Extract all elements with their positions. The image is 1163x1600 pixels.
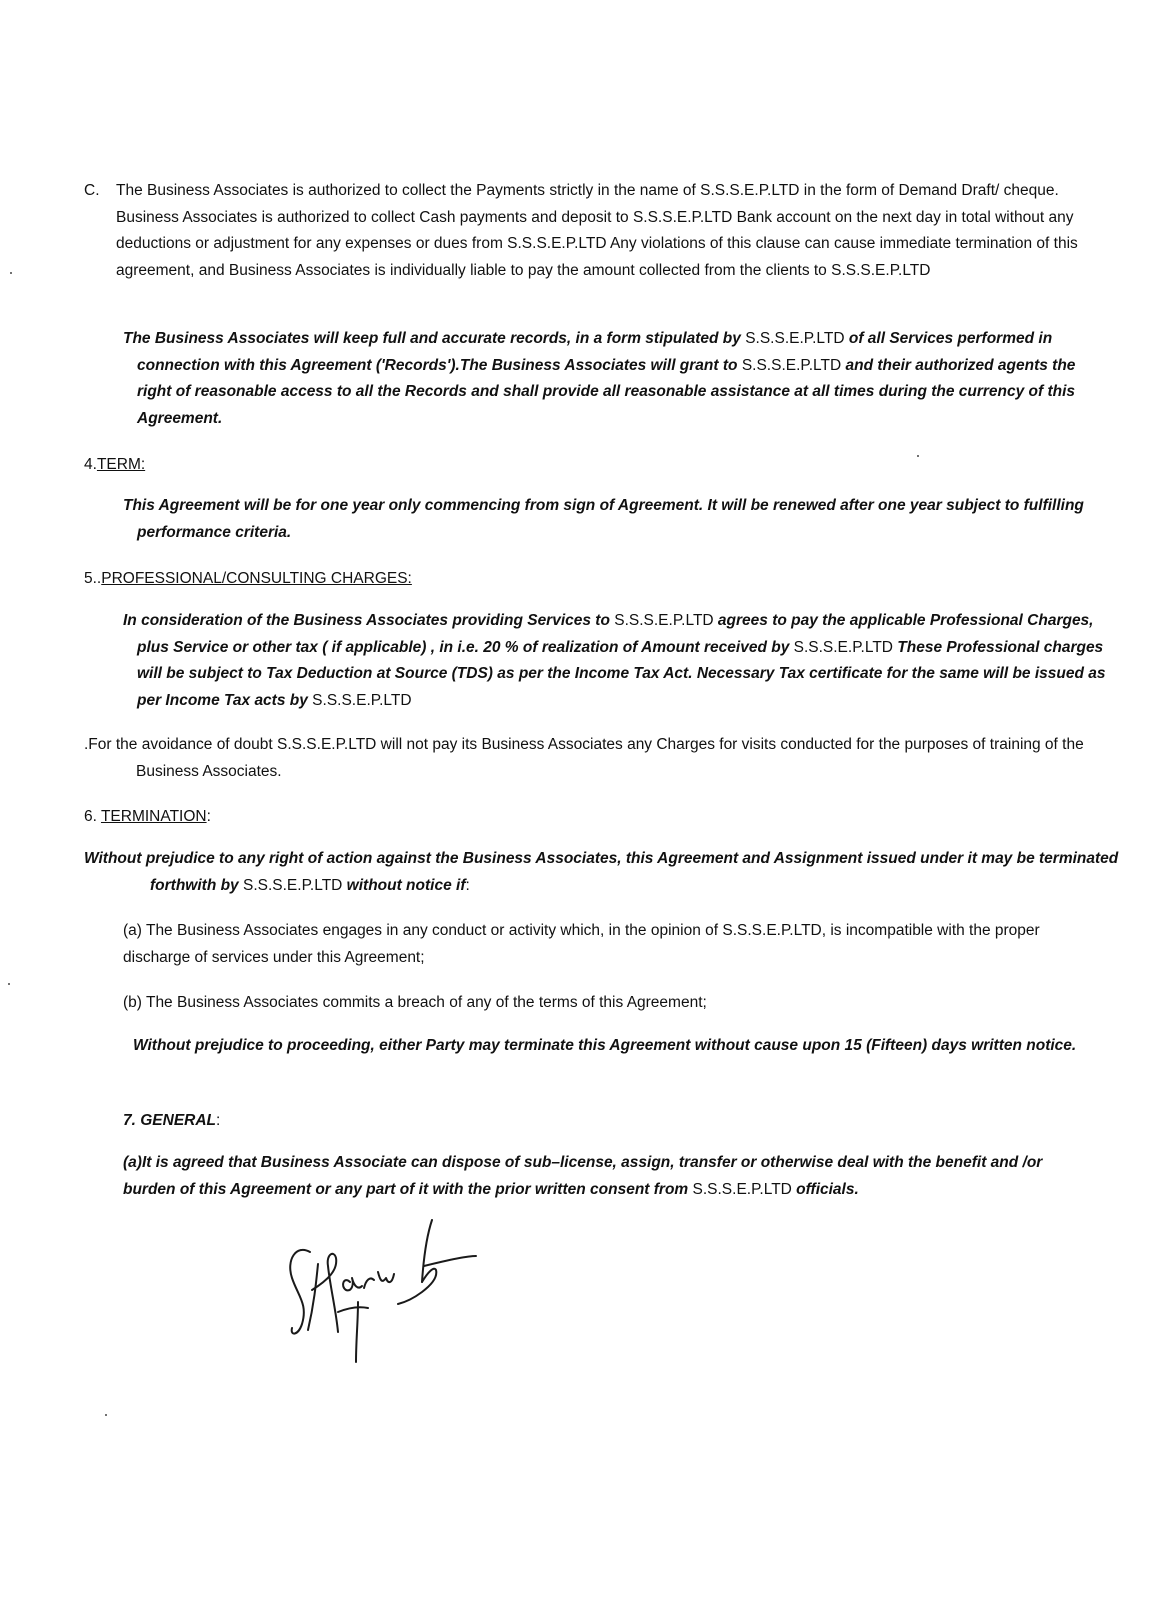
general-text-2: officials. [791, 1180, 859, 1198]
general-heading-text: 7. GENERAL [123, 1112, 217, 1129]
company-name: S.S.S.E.P.LTD [614, 612, 714, 629]
company-name: S.S.S.E.P.LTD [692, 1180, 792, 1198]
records-paragraph [123, 326, 1112, 432]
avoidance-paragraph: .For the avoidance of doubt S.S.S.E.P.LTD will not pay its Business Associates any Charges for visits conducted for the purposes of training of the Business Associates. [84, 736, 1084, 780]
clause-c-marker: C. [84, 182, 100, 199]
termination-colon: : [206, 808, 211, 825]
signature [278, 1212, 498, 1372]
general-heading [123, 1108, 220, 1135]
charges-heading-text: PROFESSIONAL/CONSULTING CHARGES: [101, 570, 412, 587]
scan-speck [10, 272, 12, 274]
company-name: S.S.S.E.P.LTD [745, 330, 845, 347]
termination-intro-colon: : [465, 876, 470, 894]
charges-text-1: In consideration of the Business Associates providing Services to [123, 612, 615, 629]
termination-item-a: (a) The Business Associates engages in any conduct or activity which, in the opinion of S.S.S.E.P.LTD, is incompatible with the proper discharge of services under this Agreement; [123, 922, 1040, 966]
termination-intro-text-2: without notice if [342, 876, 466, 894]
company-name: S.S.S.E.P.LTD [312, 691, 412, 709]
charges-number: 5.. [84, 570, 102, 587]
term-heading [84, 452, 145, 479]
termination-intro-text-1: Without prejudice to any right of action against the Business Associates, this Agreement and Assignment issued under it may be terminated forthwith by [84, 850, 1119, 894]
records-text-1: The Business Associates will keep full and accurate records, in a form stipulated by [123, 330, 746, 347]
records-text-2: of all Services performed in connection with this Agreement ('Records').The Business Associates will grant to [137, 330, 1053, 374]
scan-speck [917, 455, 919, 457]
company-name: S.S.S.E.P.LTD [793, 638, 893, 656]
termination-heading [84, 804, 211, 831]
termination-heading-text: TERMINATION [100, 808, 207, 825]
charges-text-3: These Professional charges will be subject to Tax Deduction at Source (TDS) as per the Income Tax Act. Necessary Tax certificate for the same will be issued as per Income Tax acts by [137, 638, 1106, 709]
termination-intro [84, 846, 1163, 899]
term-number: 4. [84, 456, 97, 473]
general-text-1: (a)It is agreed that Business Associate can dispose of sub–license, assign, transfer or otherwise deal with the benefit and /or burden of this Agreement or any part of it with the prior written consent from [123, 1154, 1043, 1198]
records-text-3: and their authorized agents the right of reasonable access to all the Records and shall provide all reasonable assistance at all times during the currency of this Agreement. [137, 356, 1076, 427]
general-colon: : [216, 1112, 221, 1129]
company-name: S.S.S.E.P.LTD [243, 876, 343, 894]
termination-notice: Without prejudice to proceeding, either Party may terminate this Agreement without cause upon 15 (Fifteen) days written notice. [133, 1037, 1077, 1054]
scan-speck [105, 1414, 107, 1416]
termination-number: 6. [84, 808, 97, 825]
clause-c-text: The Business Associates is authorized to collect the Payments strictly in the name of S.S.S.E.P.LTD in the form of Demand Draft/ cheque. Business Associates is authorized to collect Cash payments and deposit to S.S.S.E.P.LTD Bank account on the next day in total without any deductions or adjustment for any expenses or dues from S.S.S.E.P.LTD Any violations of this clause can cause immediate termination of this agreement, and Business Associates is individually liable to pay the amount collected from the clients to S.S.S.E.P.LTD [116, 182, 1078, 279]
charges-text-2: agrees to pay the applicable Professional Charges, plus Service or other tax ( if applicable) , in i.e. 20 % of realization of Amount received by [137, 612, 1094, 656]
scan-speck [8, 983, 10, 985]
general-clause-a [123, 1150, 1088, 1203]
company-name: S.S.S.E.P.LTD [741, 356, 842, 374]
term-body: This Agreement will be for one year only commencing from sign of Agreement. It will be renewed after one year subject to fulfilling performance criteria. [123, 497, 1084, 541]
charges-body [123, 608, 1122, 714]
charges-heading [84, 566, 412, 593]
clause-c [84, 178, 1094, 284]
term-heading-text: TERM: [96, 456, 146, 473]
termination-item-b: (b) The Business Associates commits a breach of any of the terms of this Agreement; [123, 994, 707, 1011]
